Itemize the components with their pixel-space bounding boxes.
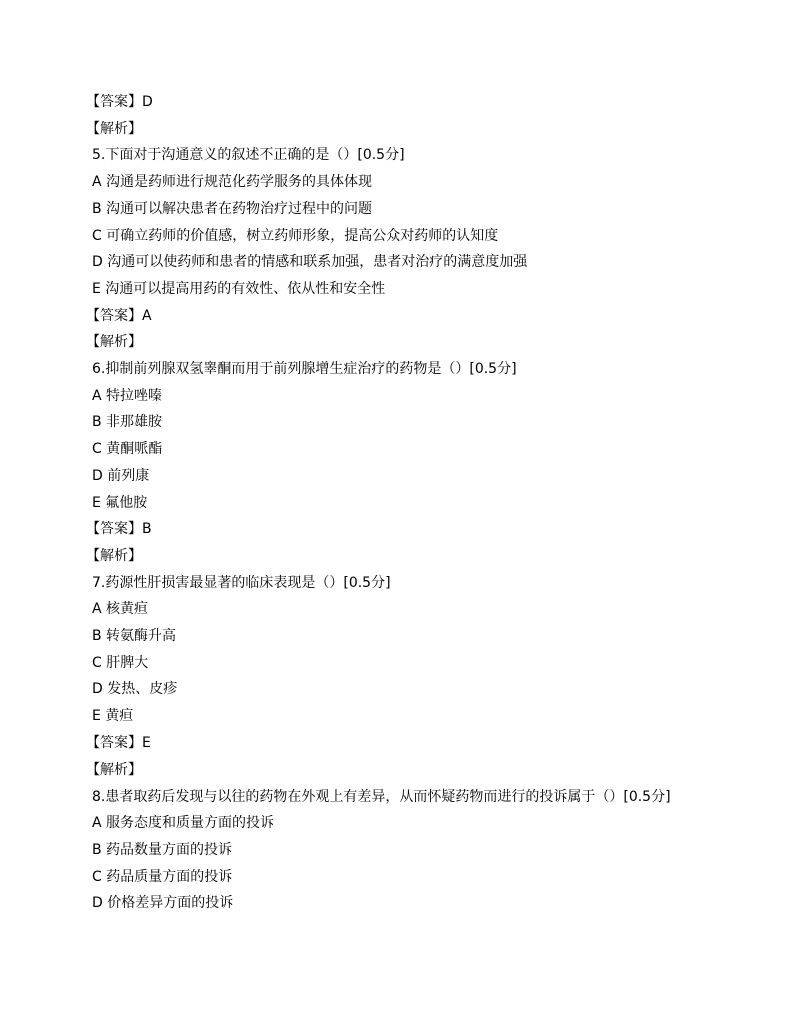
- question-5: 5.下面对于沟通意义的叙述不正确的是（）[0.5分]: [92, 147, 405, 164]
- answer-line: 【答案】D: [86, 94, 153, 110]
- option-e: E 沟通可以提高用药的有效性、依从性和安全性: [92, 280, 386, 297]
- document-page: [86, 89, 712, 917]
- answer-line: 【答案】E: [86, 734, 151, 751]
- option-b: B 非那雄胺: [92, 414, 163, 431]
- option-a: A 特拉唑嗪: [92, 387, 163, 404]
- option-a: A 沟通是药师进行规范化药学服务的具体体现: [92, 174, 373, 191]
- question-6: 6.抑制前列腺双氢睾酮而用于前列腺增生症治疗的药物是（）[0.5分]: [92, 361, 517, 378]
- answer-line: 【答案】B: [86, 521, 152, 538]
- option-c: C 可确立药师的价值感，树立药师形象，提高公众对药师的认知度: [92, 227, 499, 244]
- analysis-line: 【解析】: [86, 547, 142, 564]
- analysis-line: 【解析】: [86, 120, 142, 137]
- option-c: C 黄酮哌酯: [92, 441, 163, 458]
- option-c: C 药品质量方面的投诉: [92, 868, 233, 885]
- option-c: C 肝脾大: [92, 654, 149, 671]
- option-e: E 氟他胺: [92, 494, 148, 511]
- option-d: D 沟通可以使药师和患者的情感和联系加强，患者对治疗的满意度加强: [92, 254, 528, 271]
- option-b: B 沟通可以解决患者在药物治疗过程中的问题: [92, 200, 373, 217]
- option-a: A 核黄疸: [92, 601, 149, 618]
- option-b: B 转氨酶升高: [92, 628, 177, 645]
- analysis-line: 【解析】: [86, 334, 142, 351]
- option-d: D 发热、皮疹: [92, 681, 178, 698]
- option-e: E 黄疸: [92, 708, 134, 725]
- question-8: 8.患者取药后发现与以往的药物在外观上有差异，从而怀疑药物而进行的投诉属于（）[0.5分]: [92, 789, 671, 806]
- option-b: B 药品数量方面的投诉: [92, 841, 233, 858]
- question-7: 7.药源性肝损害最显著的临床表现是（）[0.5分]: [92, 574, 391, 591]
- option-d: D 前列康: [92, 467, 150, 484]
- option-d: D 价格差异方面的投诉: [92, 895, 234, 912]
- answer-line: 【答案】A: [86, 307, 152, 324]
- analysis-line: 【解析】: [86, 761, 142, 778]
- option-a: A 服务态度和质量方面的投诉: [92, 815, 275, 832]
